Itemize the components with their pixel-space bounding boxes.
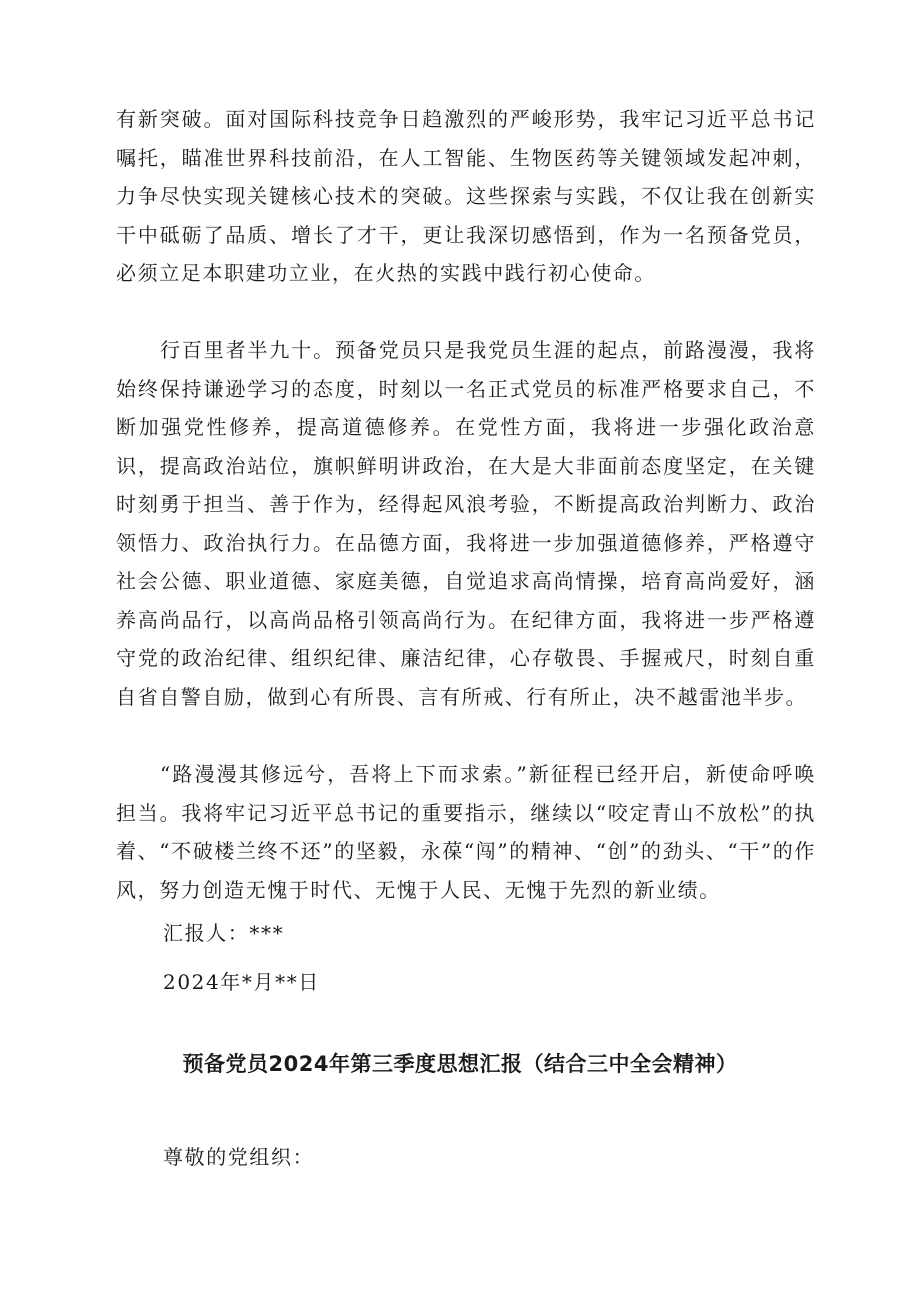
paragraph-2: 行百里者半九十。预备党员只是我党员生涯的起点，前路漫漫，我将始终保持谦逊学习的态度，时刻以一名正式党员的标准严格要求自己，不断加强党性修养，提高道德修养。在党性方面，我将进一步强化政治意识，提高政治站位，旗帜鲜明讲政治，在大是大非面前态度坚定，在关键时刻勇于担当、善于作为，经得起风浪考验，不断提高政治判断力、政治领悟力、政治执行力。在品德方面，我将进一步加强道德修养，严格遵守社会公德、职业道德、家庭美德，自觉追求高尚情操，培育高尚爱好，涵养高尚品行，以高尚品格引领高尚行为。在纪律方面，我将进一步严格遵守党的政治纪律、组织纪律、廉洁纪律，心存敬畏、手握戒尺，时刻自重自省自警自励，做到心有所畏、言有所戒、行有所止，决不越雷池半步。 [116,338,816,709]
report-date: 2024年*月**日 [163,970,320,994]
reporter-signature: 汇报人：*** [163,921,285,945]
next-report-title: 预备党员2024年第三季度思想汇报（结合三中全会精神） [182,1052,738,1076]
paragraph-3: “路漫漫其修远兮，吾将上下而求索。”新征程已经开启，新使命呼唤担当。我将牢记习近平总书记的重要指示，继续以“咬定青山不放松”的执着、“不破楼兰终不还”的坚毅，永葆“闯”的精神、“创”的劲头、“干”的作风，努力创造无愧于时代、无愧于人民、无愧于先烈的新业绩。 [116,762,816,902]
paragraph-1: 有新突破。面对国际科技竞争日趋激烈的严峻形势，我牢记习近平总书记嘱托，瞄准世界科技前沿，在人工智能、生物医药等关键领域发起冲刺，力争尽快实现关键核心技术的突破。这些探索与实践，不仅让我在创新实干中砥砺了品质、增长了才干，更让我深切感悟到，作为一名预备党员，必须立足本职建功立业，在火热的实践中践行初心使命。 [116,107,816,285]
salutation: 尊敬的党组织： [163,1145,315,1169]
